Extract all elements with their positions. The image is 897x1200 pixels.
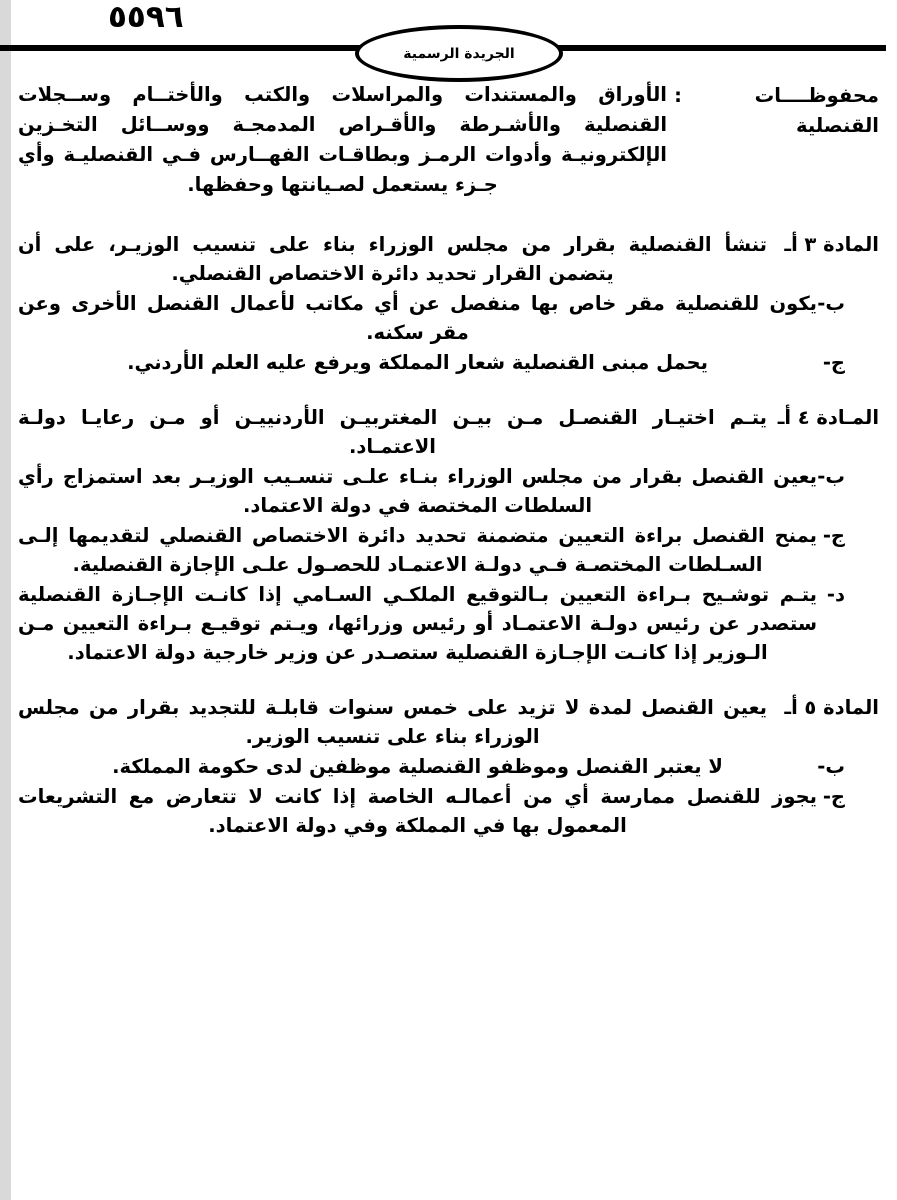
definition-colon: : [674,84,682,107]
article-5-label: المادة ٥ [804,696,879,719]
article-4-clause-b [18,462,879,520]
article-4-marker-b-wrap [817,462,879,491]
definition-term [689,80,879,141]
article-4-clause-d [18,580,879,667]
article-5-marker-a: أـ [784,696,798,719]
article-4-text-c: يمنح القنصل براءة التعيين متضمنة تحديد دائرة الاختصاص القنصلي لتقديمها إلـى السـلطات المختصـة فـي دولـة الاعتمـاد للحصـول علـى الإجازة القنصلية. [18,524,817,576]
article-3-text-c: يحمل مبنى القنصلية شعار المملكة ويرفع عليه العلم الأردني. [127,351,708,374]
article-3 [18,230,879,377]
article-3-heading [767,230,879,259]
article-5-clause-a [18,693,879,751]
definition-entry [18,80,879,200]
article-4-marker-c-wrap [817,521,879,550]
article-3-label: المادة ٣ [804,233,879,256]
article-3-text-b: يكون للقنصلية مقر خاص بها منفصل عن أي مكاتب لأعمال القنصل الأخرى وعن مقر سكنه. [18,292,817,344]
article-4-marker-a: أـ [777,406,792,429]
article-4-text-a: يتـم اختيـار القنصـل مـن بيـن المغتربيـن الأردنييـن أو مـن رعايـا دولـة الاعتمـاد. [18,406,767,458]
article-4-label: المـادة ٤ [797,406,879,429]
article-3-marker-c: ج- [822,351,845,374]
article-5-marker-c: ج- [822,785,845,808]
article-3-clause-c [18,348,879,377]
definition-text: الأوراق والمستندات والمراسلات والكتب والأختــام وســجلات القنصلية والأشـرطة والأقـراص المدمجـة ووســائل التخـزين الإلكترونيـة وأدوات الرمـز وبطاقـات الفهــارس فـي القنصليـة وأي جـزء يستعمل لصـيانتها وحفظها. [18,83,667,196]
article-4-text-b: يعين القنصل بقرار من مجلس الوزراء بنـاء علـى تنسـيب الوزيـر بعد استمزاج رأي السلطات المختصة في دولة الاعتماد. [18,465,817,517]
article-5-text-b: لا يعتبر القنصل وموظفو القنصلية موظفين لدى حكومة المملكة. [112,755,723,778]
page-header [0,0,897,74]
page-body [18,80,879,866]
article-4-marker-d: د- [826,583,845,606]
article-5-clause-c [18,782,879,840]
article-3-marker-a: أـ [784,233,798,256]
article-3-marker-b: ب- [817,292,845,315]
article-3-marker-c-wrap [817,348,879,377]
article-5-marker-b: ب- [817,755,845,778]
article-5-marker-b-wrap [817,752,879,781]
article-4-text-d: يتـم توشـيح بـراءة التعيين بـالتوقيع الملكـي السـامي إذا كانـت الإجـازة القنصلية ستصدر عن رئيس دولـة الاعتمـاد أو رئيس وزرائها، ويـتم توقيـع بـراءة التعيين مـن الـوزير إذا كانـت الإجـازة القنصلية ستصـدر عن وزير خارجية دولة الاعتماد. [18,583,817,664]
article-4-marker-d-wrap [817,580,879,609]
scan-edge-artifact [0,0,11,1200]
gazette-badge-label: الجريدة الرسمية [403,45,515,62]
article-4-heading [767,403,879,432]
article-4-marker-c: ج- [822,524,845,547]
article-5-text-a: يعين القنصل لمدة لا تزيد على خمس سنوات قابلـة للتجديد بقرار من مجلس الوزراء بناء على تنسيب الوزير. [18,696,767,748]
article-5-heading [767,693,879,722]
article-3-marker-b-wrap [817,289,879,318]
article-3-text-a: تنشأ القنصلية بقرار من مجلس الوزراء بناء على تنسيب الوزيـر، على أن يتضمن القرار تحديد دائرة الاختصاص القنصلي. [18,233,767,285]
article-3-clause-b [18,289,879,347]
article-5-text-c: يجوز للقنصل ممارسة أي من أعمالـه الخاصة إذا كانت لا تتعارض مع التشريعات المعمول بها في المملكة وفي دولة الاعتماد. [18,785,817,837]
article-4-marker-b: ب- [817,465,845,488]
article-4 [18,403,879,667]
article-4-clause-a [18,403,879,461]
article-4-clause-c [18,521,879,579]
article-3-clause-a [18,230,879,288]
article-5-clause-b [18,752,879,781]
definition-term-line-2: القنصلية [796,114,879,137]
article-5 [18,693,879,840]
article-5-marker-c-wrap [817,782,879,811]
gazette-badge [355,25,563,82]
page-number: ٥٥٩٦ [108,0,184,35]
definition-term-line-1: محفوظــــات [754,84,879,107]
